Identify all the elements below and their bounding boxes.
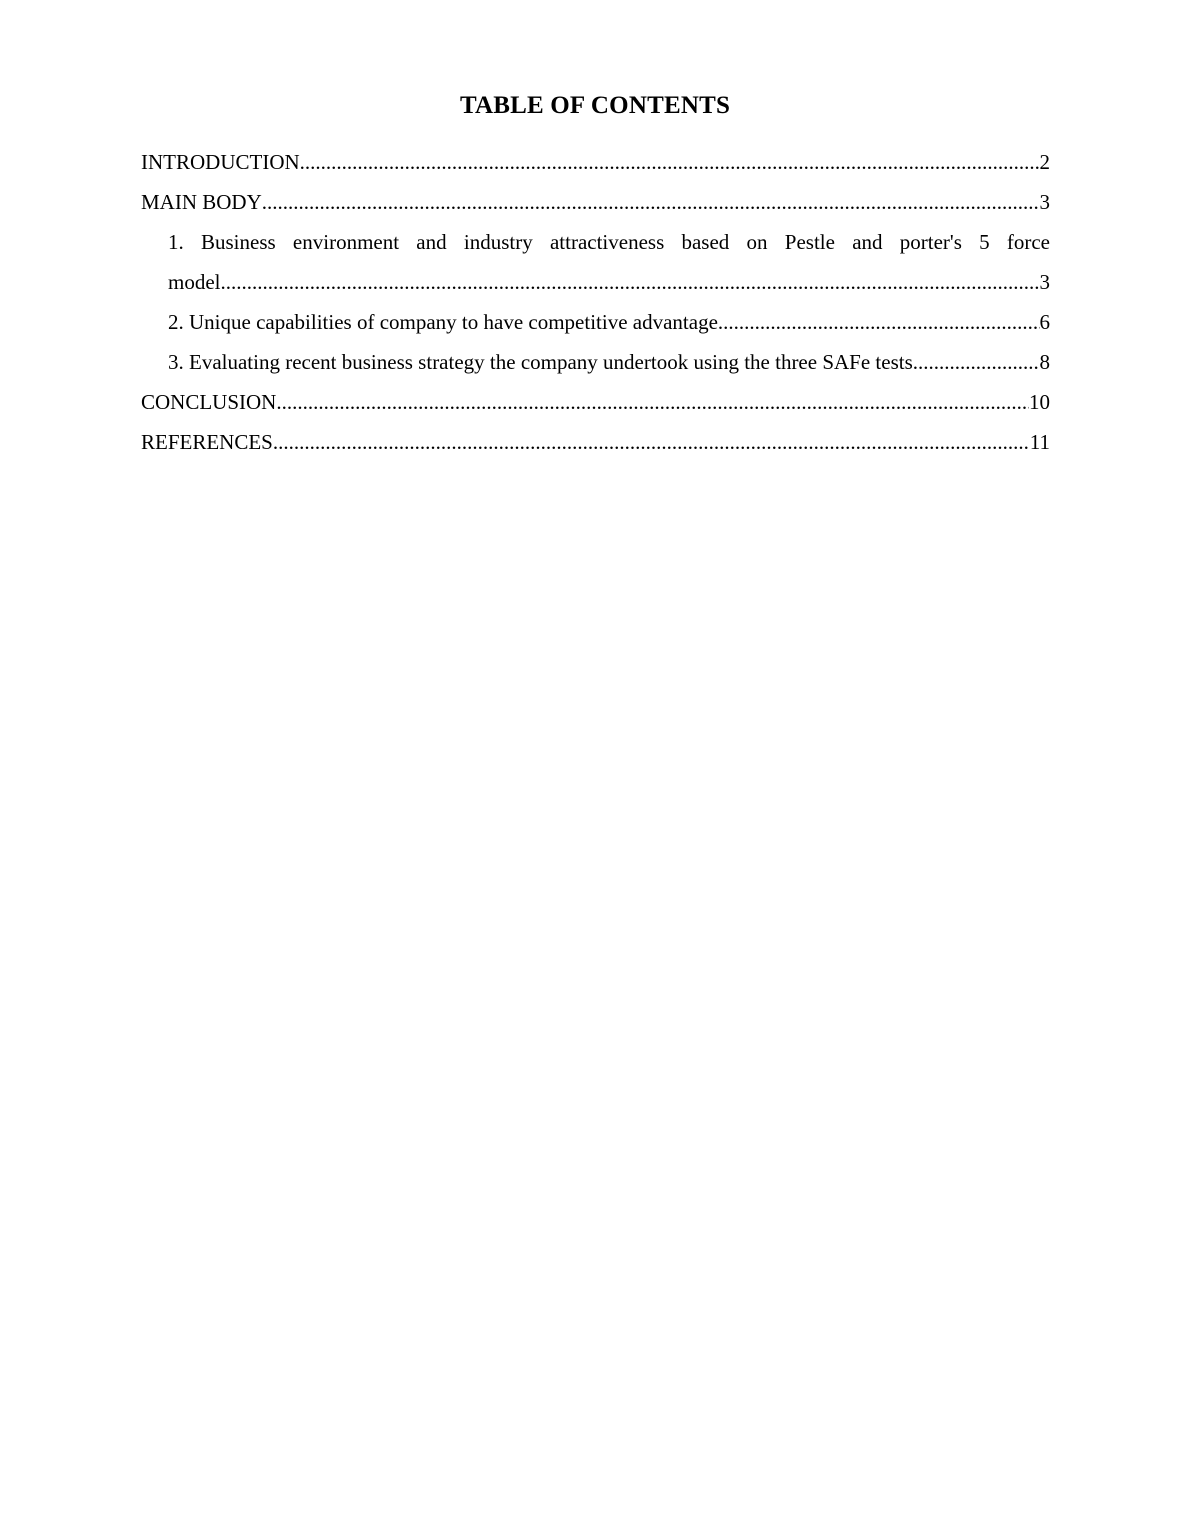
toc-leader-dots bbox=[913, 342, 1040, 382]
toc-page-number: 8 bbox=[1039, 350, 1050, 374]
toc-entry-references[interactable] bbox=[141, 422, 1050, 462]
toc-entry-label-line1: 1. Business environment and industry attractiveness based on Pestle and porter's 5 force bbox=[168, 230, 1050, 254]
toc-entry-introduction[interactable] bbox=[141, 142, 1050, 182]
toc-entry-main-body[interactable] bbox=[141, 182, 1050, 222]
toc-page-number: 6 bbox=[1039, 310, 1050, 334]
toc-leader-dots bbox=[262, 182, 1040, 222]
toc-leader-dots bbox=[718, 302, 1040, 342]
toc-entry-unique-capabilities[interactable] bbox=[141, 302, 1050, 342]
toc-leader-dots bbox=[221, 262, 1040, 302]
page-title: TABLE OF CONTENTS bbox=[459, 92, 731, 119]
toc-leader-dots bbox=[276, 382, 1029, 422]
toc-entry-label: 3. Evaluating recent business strategy the company undertook using the three SAFe tests bbox=[168, 350, 913, 374]
toc-page-number: 3 bbox=[1039, 190, 1050, 214]
toc-entry-label: CONCLUSION bbox=[141, 390, 277, 414]
toc-entry-label: 2. Unique capabilities of company to have competitive advantage bbox=[168, 310, 718, 334]
toc-entry-evaluating-strategy[interactable] bbox=[141, 342, 1050, 382]
toc-entry-label: INTRODUCTION bbox=[141, 150, 300, 174]
toc-leader-dots bbox=[300, 142, 1040, 182]
toc-page-number: 10 bbox=[1029, 390, 1050, 414]
toc-entry-label: REFERENCES bbox=[141, 430, 273, 454]
toc-entry-business-environment[interactable] bbox=[141, 222, 1050, 302]
toc-page-number: 2 bbox=[1039, 150, 1050, 174]
toc-entry-label-line2 bbox=[168, 262, 1050, 302]
table-of-contents bbox=[141, 142, 1050, 462]
toc-page-number: 11 bbox=[1029, 430, 1050, 454]
toc-entry-label: model bbox=[168, 270, 221, 294]
toc-page-number: 3 bbox=[1039, 270, 1050, 294]
toc-entry-label: MAIN BODY bbox=[141, 190, 262, 214]
toc-leader-dots bbox=[273, 422, 1030, 462]
toc-entry-conclusion[interactable] bbox=[141, 382, 1050, 422]
